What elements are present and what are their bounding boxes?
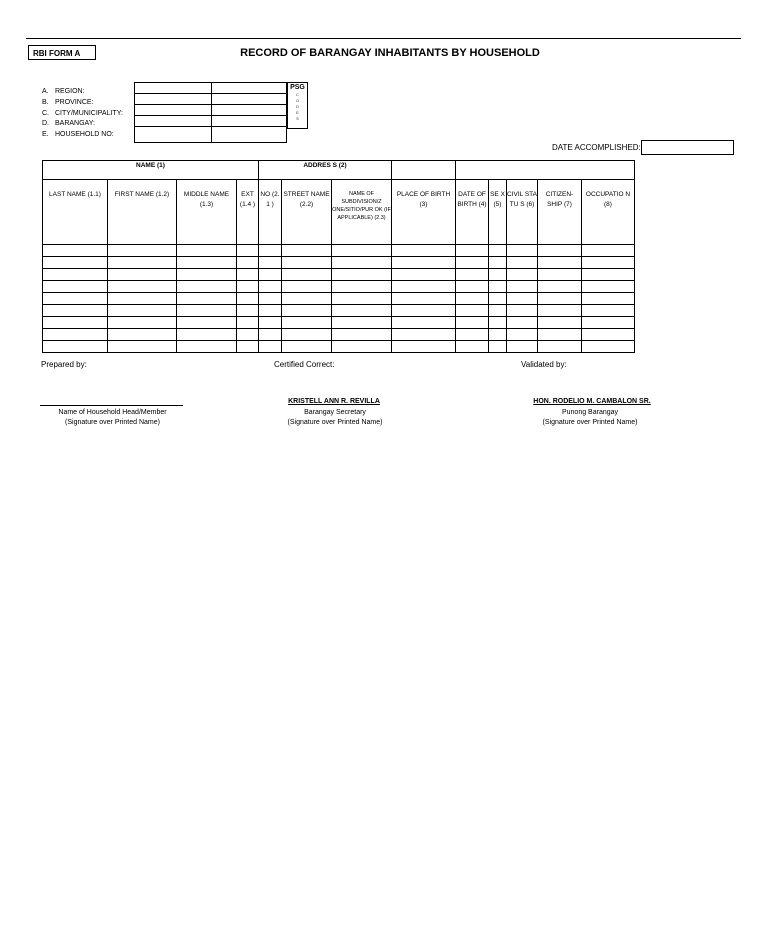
table-cell[interactable] bbox=[282, 269, 332, 281]
table-cell[interactable] bbox=[177, 305, 237, 317]
location-item-city: C. CITY/MUNICIPALITY: bbox=[42, 109, 123, 117]
table-cell[interactable] bbox=[392, 341, 456, 353]
table-cell[interactable] bbox=[108, 341, 177, 353]
table-cell[interactable] bbox=[177, 245, 237, 257]
validated-note: (Signature over Printed Name) bbox=[542, 419, 638, 426]
top-rule bbox=[26, 38, 741, 39]
table-cell[interactable] bbox=[237, 245, 259, 257]
group-header-row bbox=[43, 161, 635, 180]
table-cell[interactable] bbox=[43, 305, 108, 317]
table-cell[interactable] bbox=[456, 281, 489, 293]
table-cell[interactable] bbox=[456, 305, 489, 317]
city-name-cell[interactable] bbox=[135, 105, 212, 116]
table-cell[interactable] bbox=[237, 341, 259, 353]
table-cell[interactable] bbox=[332, 329, 392, 341]
table-cell[interactable] bbox=[456, 269, 489, 281]
table-cell[interactable] bbox=[392, 269, 456, 281]
table-row bbox=[43, 269, 635, 281]
table-row bbox=[43, 293, 635, 305]
table-cell[interactable] bbox=[489, 245, 507, 257]
table-cell[interactable] bbox=[489, 317, 507, 329]
household-name-cell[interactable] bbox=[135, 127, 212, 143]
table-cell[interactable] bbox=[538, 293, 582, 305]
table-cell[interactable] bbox=[392, 281, 456, 293]
table-cell[interactable] bbox=[237, 317, 259, 329]
psg-label: PSG bbox=[290, 84, 305, 91]
location-labels bbox=[42, 87, 123, 141]
table-cell[interactable] bbox=[282, 305, 332, 317]
table-cell[interactable] bbox=[489, 269, 507, 281]
location-item-barangay: D. BARANGAY: bbox=[42, 120, 95, 128]
table-cell[interactable] bbox=[392, 245, 456, 257]
table-cell[interactable] bbox=[507, 341, 538, 353]
region-code-cell[interactable] bbox=[212, 83, 287, 94]
table-cell[interactable] bbox=[259, 317, 282, 329]
table-cell[interactable] bbox=[108, 281, 177, 293]
certified-role: Barangay Secretary bbox=[304, 409, 366, 416]
table-cell[interactable] bbox=[582, 341, 635, 353]
table-cell[interactable] bbox=[582, 329, 635, 341]
table-cell[interactable] bbox=[332, 269, 392, 281]
table-cell[interactable] bbox=[177, 257, 237, 269]
psg-code-box bbox=[287, 82, 308, 129]
table-cell[interactable] bbox=[489, 341, 507, 353]
col-place-of-birth: PLACE OF BIRTH (3) bbox=[392, 180, 456, 245]
table-cell[interactable] bbox=[237, 269, 259, 281]
table-cell[interactable] bbox=[108, 305, 177, 317]
table-cell[interactable] bbox=[582, 281, 635, 293]
table-row bbox=[43, 281, 635, 293]
prepared-signature-block bbox=[40, 408, 185, 428]
table-cell[interactable] bbox=[538, 329, 582, 341]
table-row bbox=[43, 245, 635, 257]
table-cell[interactable] bbox=[456, 257, 489, 269]
validated-name: HON. RODELIO M. CAMBALON SR. bbox=[533, 398, 651, 405]
col-last-name: LAST NAME (1.1) bbox=[43, 180, 108, 245]
table-cell[interactable] bbox=[582, 305, 635, 317]
table-cell[interactable] bbox=[582, 317, 635, 329]
table-cell[interactable] bbox=[237, 329, 259, 341]
table-cell[interactable] bbox=[177, 329, 237, 341]
certified-note: (Signature over Printed Name) bbox=[287, 419, 383, 426]
validated-by-label: Validated by: bbox=[521, 360, 567, 369]
table-cell[interactable] bbox=[538, 257, 582, 269]
col-no: NO (2.1 ) bbox=[259, 180, 282, 245]
table-cell[interactable] bbox=[108, 317, 177, 329]
table-cell[interactable] bbox=[43, 317, 108, 329]
table-cell[interactable] bbox=[538, 305, 582, 317]
table-cell[interactable] bbox=[332, 305, 392, 317]
prepared-signature-line[interactable] bbox=[40, 405, 183, 406]
table-cell[interactable] bbox=[108, 257, 177, 269]
table-cell[interactable] bbox=[237, 305, 259, 317]
table-cell[interactable] bbox=[456, 341, 489, 353]
table-cell[interactable] bbox=[507, 305, 538, 317]
table-cell[interactable] bbox=[43, 293, 108, 305]
table-cell[interactable] bbox=[456, 245, 489, 257]
location-item-region: A. REGION: bbox=[42, 88, 85, 95]
table-cell[interactable] bbox=[177, 281, 237, 293]
table-cell[interactable] bbox=[507, 245, 538, 257]
table-cell[interactable] bbox=[43, 269, 108, 281]
table-cell[interactable] bbox=[507, 269, 538, 281]
date-accomplished-label: DATE ACCOMPLISHED: bbox=[552, 143, 641, 152]
table-row bbox=[43, 341, 635, 353]
certified-name: KRISTELL ANN R. REVILLA bbox=[288, 398, 380, 405]
table-cell[interactable] bbox=[43, 329, 108, 341]
table-cell[interactable] bbox=[43, 281, 108, 293]
table-cell[interactable] bbox=[108, 329, 177, 341]
col-first-name: FIRST NAME (1.2) bbox=[108, 180, 177, 245]
table-cell[interactable] bbox=[582, 293, 635, 305]
table-row bbox=[43, 257, 635, 269]
table-cell[interactable] bbox=[108, 293, 177, 305]
col-occupation: OCCUPATIO N (8) bbox=[582, 180, 635, 245]
col-street-name: STREET NAME (2.2) bbox=[282, 180, 332, 245]
table-cell[interactable] bbox=[282, 341, 332, 353]
table-cell[interactable] bbox=[259, 305, 282, 317]
barangay-name-cell[interactable] bbox=[135, 116, 212, 127]
table-cell[interactable] bbox=[507, 257, 538, 269]
table-cell[interactable] bbox=[538, 269, 582, 281]
table-cell[interactable] bbox=[332, 257, 392, 269]
table-cell[interactable] bbox=[259, 281, 282, 293]
table-cell[interactable] bbox=[259, 341, 282, 353]
form-code: RBI FORM A bbox=[28, 45, 96, 60]
prepared-role: Name of Household Head/Member bbox=[58, 409, 167, 416]
table-cell[interactable] bbox=[177, 341, 237, 353]
col-civil-status: CIVIL STATU S (6) bbox=[507, 180, 538, 245]
table-row bbox=[43, 305, 635, 317]
household-code-cell[interactable] bbox=[212, 127, 287, 143]
table-cell[interactable] bbox=[259, 329, 282, 341]
table-cell[interactable] bbox=[507, 317, 538, 329]
table-cell[interactable] bbox=[259, 293, 282, 305]
table-cell[interactable] bbox=[332, 245, 392, 257]
province-code-cell[interactable] bbox=[212, 94, 287, 105]
table-cell[interactable] bbox=[177, 317, 237, 329]
table-cell[interactable] bbox=[282, 245, 332, 257]
col-sex: SE X (5) bbox=[489, 180, 507, 245]
table-cell[interactable] bbox=[538, 341, 582, 353]
table-cell[interactable] bbox=[282, 293, 332, 305]
table-cell[interactable] bbox=[177, 269, 237, 281]
table-cell[interactable] bbox=[43, 341, 108, 353]
table-cell[interactable] bbox=[538, 245, 582, 257]
table-cell[interactable] bbox=[456, 329, 489, 341]
certified-correct-label: Certified Correct: bbox=[274, 360, 335, 369]
table-cell[interactable] bbox=[489, 329, 507, 341]
form-title: RECORD OF BARANGAY INHABITANTS BY HOUSEHOLD bbox=[240, 47, 540, 59]
table-cell[interactable] bbox=[259, 257, 282, 269]
table-cell[interactable] bbox=[108, 269, 177, 281]
prepared-note: (Signature over Printed Name) bbox=[65, 419, 160, 426]
table-cell[interactable] bbox=[237, 293, 259, 305]
certified-signature-block bbox=[270, 408, 400, 428]
validated-signature-block bbox=[525, 408, 655, 428]
province-name-cell[interactable] bbox=[135, 94, 212, 105]
location-item-household: E. HOUSEHOLD NO: bbox=[42, 131, 114, 139]
city-code-cell[interactable] bbox=[212, 105, 287, 116]
col-date-of-birth: DATE OF BIRTH (4) bbox=[456, 180, 489, 245]
address-group-header: ADDRES S (2) bbox=[259, 161, 392, 180]
table-cell[interactable] bbox=[392, 293, 456, 305]
blank-group-header bbox=[392, 161, 456, 180]
date-accomplished-field[interactable] bbox=[641, 140, 734, 155]
table-cell[interactable] bbox=[392, 257, 456, 269]
column-header-row bbox=[43, 180, 635, 245]
table-cell[interactable] bbox=[259, 245, 282, 257]
col-ext: EXT (1.4 ) bbox=[237, 180, 259, 245]
table-cell[interactable] bbox=[332, 281, 392, 293]
table-cell[interactable] bbox=[489, 257, 507, 269]
table-cell[interactable] bbox=[489, 305, 507, 317]
table-row bbox=[43, 317, 635, 329]
blank-group-header bbox=[456, 161, 635, 180]
table-cell[interactable] bbox=[43, 257, 108, 269]
barangay-code-cell[interactable] bbox=[212, 116, 287, 127]
table-cell[interactable] bbox=[259, 269, 282, 281]
table-cell[interactable] bbox=[282, 281, 332, 293]
table-cell[interactable] bbox=[456, 293, 489, 305]
location-code-grid bbox=[134, 82, 287, 143]
table-cell[interactable] bbox=[392, 305, 456, 317]
table-cell[interactable] bbox=[237, 281, 259, 293]
table-cell[interactable] bbox=[177, 293, 237, 305]
table-cell[interactable] bbox=[332, 341, 392, 353]
table-cell[interactable] bbox=[582, 245, 635, 257]
validated-role: Punong Barangay bbox=[561, 409, 619, 416]
table-cell[interactable] bbox=[507, 329, 538, 341]
table-cell[interactable] bbox=[392, 329, 456, 341]
psg-vertical-text: CODES bbox=[295, 92, 300, 121]
table-cell[interactable] bbox=[392, 317, 456, 329]
col-subdivision: NAME OF SUBDIVISION/Z ONE/SITIO/PUR OK (IF APPLICABLE) (2.3) bbox=[332, 180, 392, 245]
table-cell[interactable] bbox=[489, 293, 507, 305]
table-cell[interactable] bbox=[282, 317, 332, 329]
table-cell[interactable] bbox=[332, 317, 392, 329]
table-cell[interactable] bbox=[282, 329, 332, 341]
table-cell[interactable] bbox=[456, 317, 489, 329]
table-cell[interactable] bbox=[237, 257, 259, 269]
name-group-header: NAME (1) bbox=[43, 161, 259, 180]
col-middle-name: MIDDLE NAME (1.3) bbox=[177, 180, 237, 245]
inhabitants-table bbox=[42, 160, 635, 353]
table-cell[interactable] bbox=[43, 245, 108, 257]
table-cell[interactable] bbox=[507, 293, 538, 305]
table-cell[interactable] bbox=[332, 293, 392, 305]
table-row bbox=[43, 329, 635, 341]
location-item-province: B. PROVINCE: bbox=[42, 98, 94, 106]
table-cell[interactable] bbox=[582, 269, 635, 281]
table-cell[interactable] bbox=[489, 281, 507, 293]
region-name-cell[interactable] bbox=[135, 83, 212, 94]
table-cell[interactable] bbox=[538, 317, 582, 329]
table-cell[interactable] bbox=[582, 257, 635, 269]
table-cell[interactable] bbox=[282, 257, 332, 269]
col-citizenship: CITIZEN- SHIP (7) bbox=[538, 180, 582, 245]
table-cell[interactable] bbox=[108, 245, 177, 257]
prepared-by-label: Prepared by: bbox=[41, 360, 87, 369]
table-cell[interactable] bbox=[507, 281, 538, 293]
table-cell[interactable] bbox=[538, 281, 582, 293]
